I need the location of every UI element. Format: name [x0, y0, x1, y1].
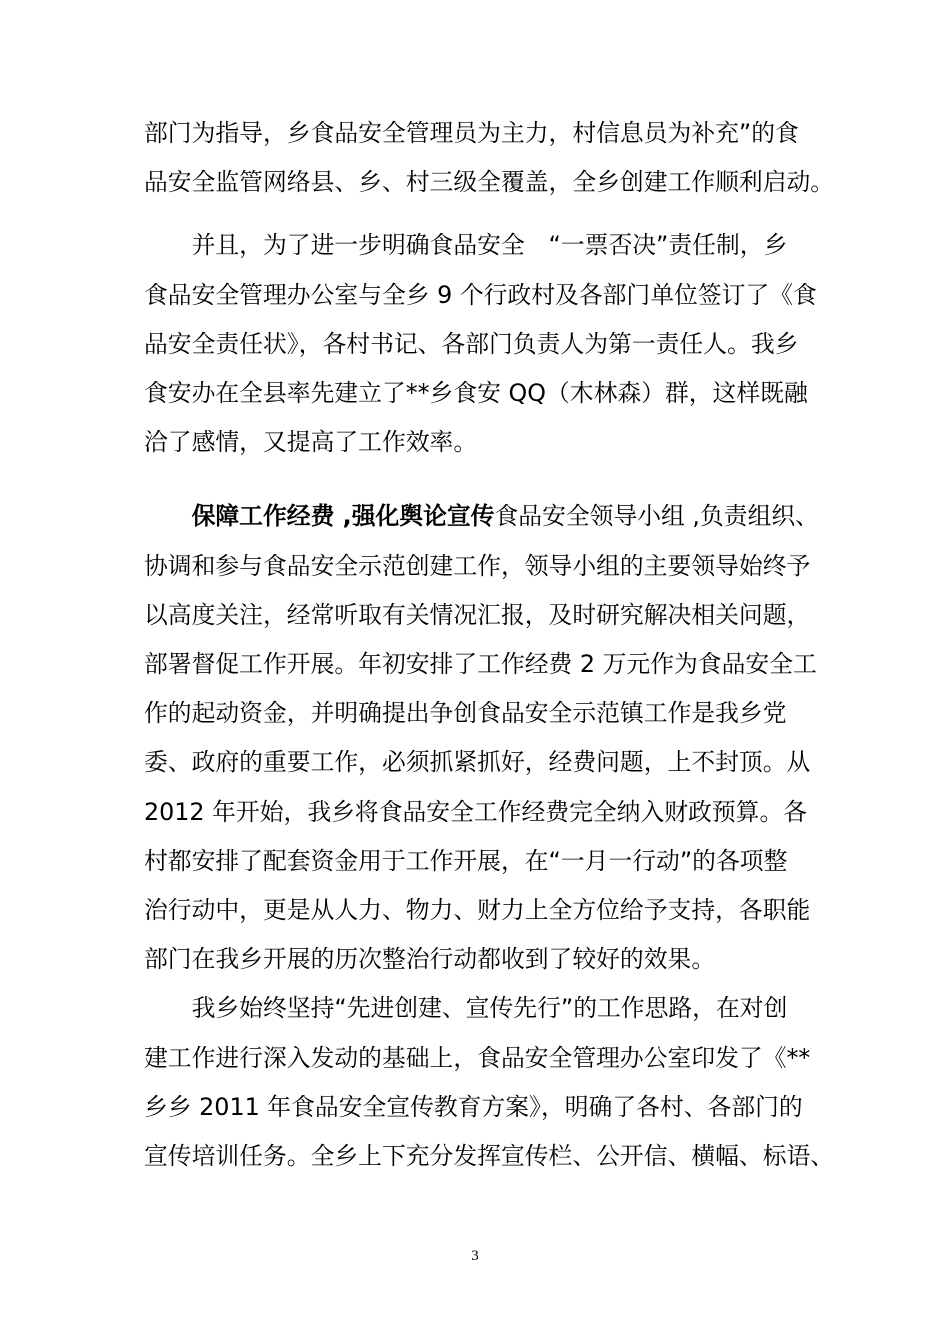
- paragraph-3-cont: [144, 542, 817, 985]
- paragraph-3: [144, 492, 819, 541]
- text-line: 协调和参与食品安全示范创建工作，领导小组的主要领导始终予: [144, 551, 811, 580]
- text-line: 乡乡 2011 年食品安全宣传教育方案》，明确了各村、各部门的: [144, 1092, 803, 1121]
- text-line: [144, 492, 819, 541]
- text-line: 2012 年开始，我乡将食品安全工作经费完全纳入财政预算。各: [144, 797, 808, 826]
- paragraph-1: [144, 109, 835, 207]
- text-line: 品安全责任状》，各村书记、各部门负责人为第一责任人。我乡: [144, 329, 799, 358]
- section-heading: 保障工作经费 ,强化舆论宣传: [191, 502, 495, 531]
- text-line: 部门在我乡开展的历次整治行动都收到了较好的效果。: [144, 945, 716, 974]
- text-line: 洽了感情，又提高了工作效率。: [144, 428, 478, 457]
- text-line: 品安全监管网络县、乡、村三级全覆盖，全乡创建工作顺利启动。: [144, 168, 835, 197]
- text-line: 食品安全管理办公室与全乡 9 个行政村及各部门单位签订了《食: [144, 280, 817, 309]
- text-line: 宣传培训任务。全乡上下充分发挥宣传栏、公开信、横幅、标语、: [144, 1142, 835, 1171]
- text-line: 村都安排了配套资金用于工作开展，在“一月一行动”的各项整: [144, 846, 788, 875]
- text-line: 以高度关注，经常听取有关情况汇报，及时研究解决相关问题，: [144, 600, 811, 629]
- body-text: [144, 109, 835, 1181]
- text-line: 委、政府的重要工作，必须抓紧抓好，经费问题，上不封顶。从: [144, 748, 811, 777]
- paragraph-2: [144, 221, 808, 270]
- text-line: 部门为指导，乡食品安全管理员为主力，村信息员为补充”的食: [144, 119, 799, 147]
- paragraph-2-cont: [144, 271, 817, 468]
- page-number: 3: [471, 1248, 479, 1264]
- paragraph-4: [144, 984, 808, 1033]
- text-line: 部署督促工作开展。年初安排了工作经费 2 万元作为食品安全工: [144, 650, 817, 679]
- text-line: 治行动中，更是从人力、物力、财力上全方位给予支持，各职能: [144, 896, 811, 925]
- text-line: 我乡始终坚持“先进创建、宣传先行”的工作思路，在对创: [191, 994, 788, 1023]
- text-line: 食安办在全县率先建立了**乡食安 QQ（木林森）群，这样既融: [144, 379, 808, 408]
- text-line: 作的起动资金，并明确提出争创食品安全示范镇工作是我乡党: [144, 699, 787, 728]
- text-line: 建工作进行深入发动的基础上，食品安全管理办公室印发了《**: [144, 1043, 811, 1072]
- text-run: 食品安全领导小组 ,负责组织、: [494, 502, 819, 531]
- paragraph-4-cont: [144, 1034, 835, 1182]
- text-line: 并且，为了进一步明确食品安全 “一票否决”责任制，乡: [191, 231, 788, 260]
